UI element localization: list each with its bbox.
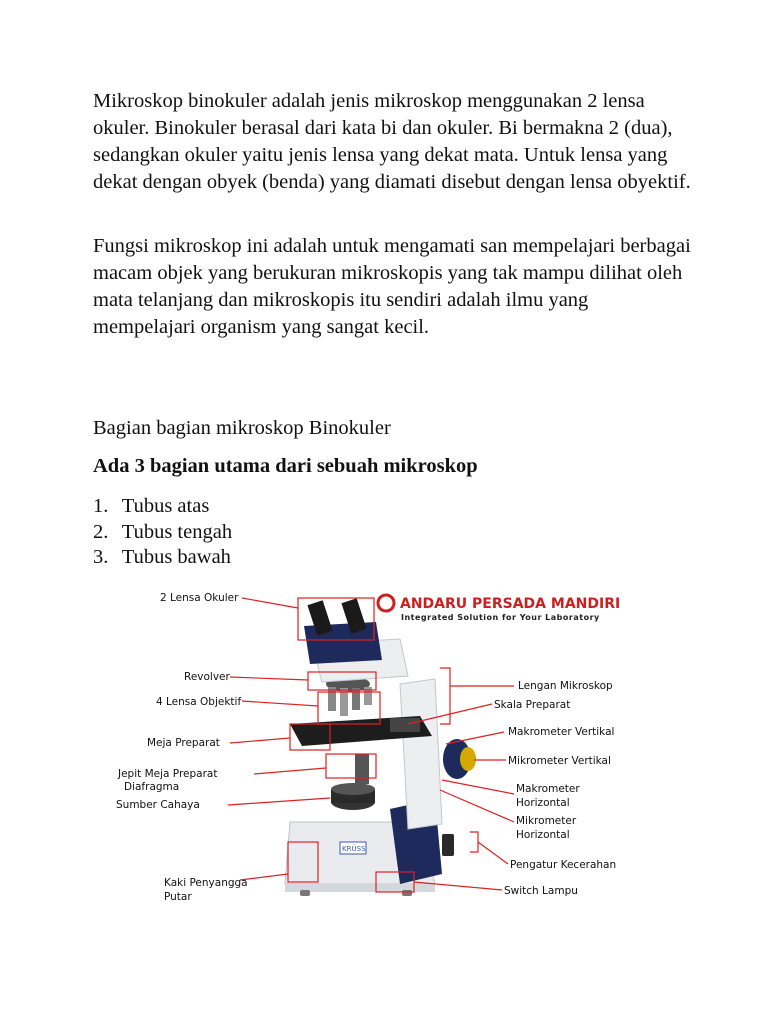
label-lensa-okuler: 2 Lensa Okuler [160, 592, 239, 604]
label-makrometer-horizontal: Horizontal [516, 797, 570, 809]
foot-left [300, 890, 310, 896]
label-sumber-cahaya: Sumber Cahaya [116, 799, 200, 811]
section-title: Bagian bagian mikroskop Binokuler [93, 417, 391, 439]
line-jepit [254, 768, 326, 774]
line-makro-h [442, 780, 514, 794]
list-number: 1. [93, 495, 109, 517]
intro-paragraph: Mikroskop binokuler adalah jenis mikroskop menggunakan 2 lensa okuler. Binokuler berasal dari kata bi dan okuler. Bi bermakna 2 (dua), sedangkan okuler yaitu jenis lensa yang dekat mata. Untuk lensa yang dekat dengan obyek (benda) yang diamati disebut dengan lensa obyektif. [93, 90, 691, 193]
list-number: 3. [93, 546, 109, 568]
fine-focus-knob [460, 747, 476, 771]
line-revolver [230, 677, 308, 680]
bracket-brightness [470, 832, 478, 852]
brand-name: ANDARU PERSADA MANDIRI [400, 596, 621, 612]
list-number: 2. [93, 520, 109, 543]
label-kaki-penyangga: Kaki Penyangga [164, 877, 248, 889]
label-putar: Putar [164, 891, 192, 903]
brand-logo [378, 595, 620, 622]
stage-clip [390, 718, 420, 732]
parts-list [93, 494, 232, 571]
line-sumber [228, 798, 330, 805]
line-meja [230, 738, 290, 743]
label-mikrometer-horizontal: Horizontal [516, 829, 570, 841]
list-text: Tubus bawah [121, 546, 231, 568]
line-pengatur [478, 842, 508, 864]
label-jepit-meja: Jepit Meja Preparat [118, 768, 218, 780]
list-item [93, 494, 232, 520]
right-labels [494, 680, 616, 897]
brand-tagline: Integrated Solution for Your Laboratory [401, 613, 600, 622]
label-lengan: Lengan Mikroskop [518, 680, 613, 692]
list-item [93, 545, 232, 571]
line-makro-v [446, 732, 504, 744]
label-revolver: Revolver [184, 671, 230, 683]
label-skala: Skala Preparat [494, 699, 571, 711]
microscope-figure [90, 584, 630, 924]
label-meja-preparat: Meja Preparat [147, 737, 220, 749]
label-mikrometer: Mikrometer [516, 815, 577, 827]
foot-right [402, 890, 412, 896]
label-mikrometer-vertikal: Mikrometer Vertikal [508, 755, 611, 767]
label-pengatur-kecerahan: Pengatur Kecerahan [510, 859, 617, 871]
microscope-diagram [90, 584, 630, 924]
device-badge-text: KRÜSS [342, 845, 366, 853]
brightness-knob [442, 834, 454, 856]
subheading: Ada 3 bagian utama dari sebuah mikroskop [93, 455, 478, 477]
line-mikro-h [440, 790, 514, 822]
condenser [355, 754, 369, 784]
label-makrometer-vertikal: Makrometer Vertikal [508, 726, 615, 738]
light-top [331, 783, 375, 795]
label-lensa-objektif: 4 Lensa Objektif [156, 696, 242, 708]
left-labels [116, 592, 248, 903]
function-paragraph: Fungsi mikroskop ini adalah untuk mengamati san mempelajari berbagai macam objek yang berukuran mikroskopis yang tak mampu dilihat oleh mata telanjang dan mikroskopis itu sendiri adalah ilmu yang mempelajari organism yang sangat kecil. [93, 235, 691, 338]
microscope-illustration [285, 598, 476, 896]
list-text: Tubus atas [121, 495, 210, 517]
label-diafragma: Diafragma [124, 781, 180, 793]
list-text: Tubus tengah [121, 520, 233, 543]
list-item [93, 520, 232, 546]
line-objektif [242, 701, 318, 706]
label-makrometer: Makrometer [516, 783, 580, 795]
line-okuler [242, 598, 298, 608]
objective-3 [352, 688, 360, 710]
label-switch-lampu: Switch Lampu [504, 885, 578, 897]
brand-logo-icon [378, 595, 394, 611]
arm [400, 679, 442, 829]
